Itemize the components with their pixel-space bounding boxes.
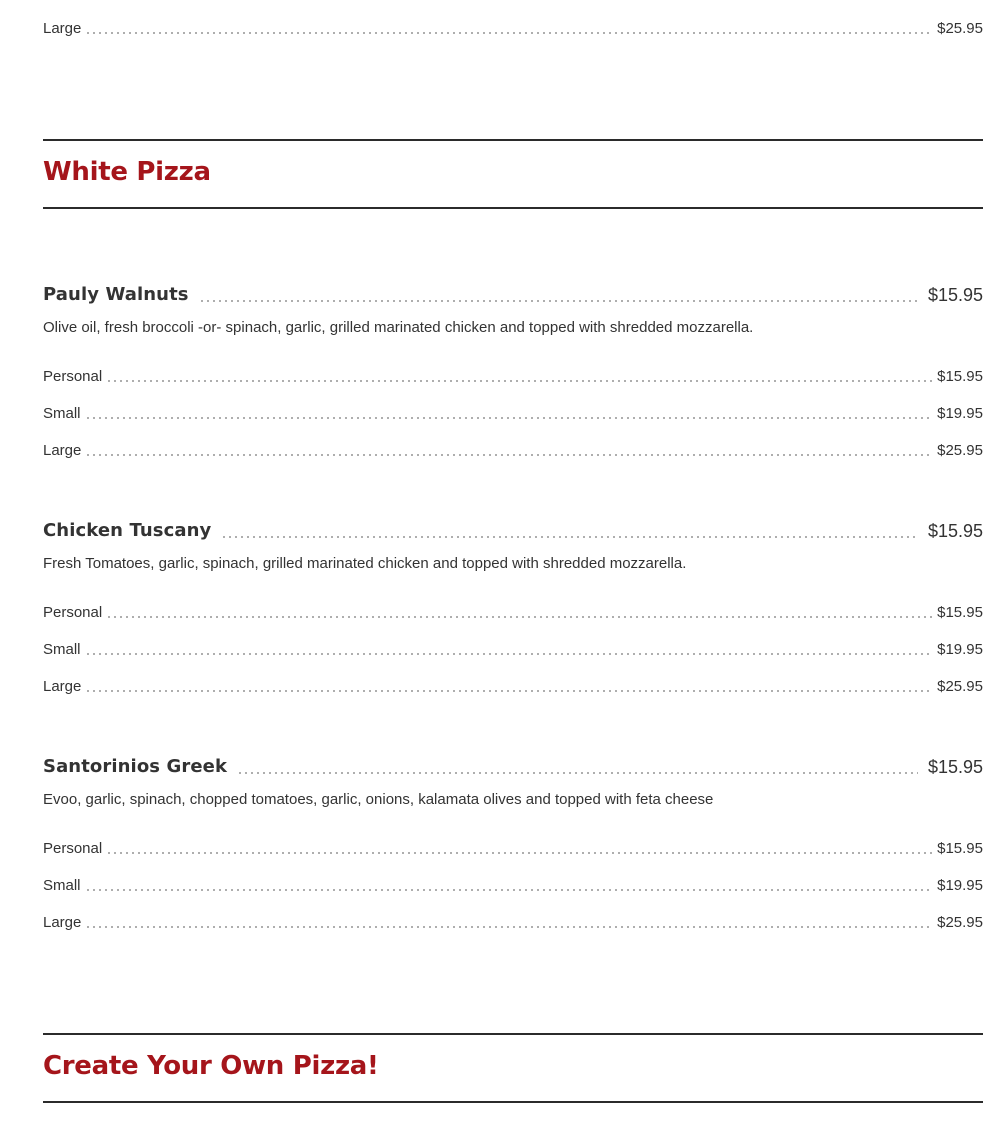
size-label: Small (43, 405, 81, 422)
size-row-large (43, 18, 983, 38)
size-label: Large (43, 442, 82, 459)
dot-leader (237, 771, 918, 775)
size-price: $25.95 (937, 442, 983, 459)
size-row-small (43, 639, 983, 659)
size-label: Large (43, 20, 82, 37)
size-price: $25.95 (937, 678, 983, 695)
size-label: Personal (43, 604, 103, 621)
item-description: Evoo, garlic, spinach, chopped tomatoes, garlic, onions, kalamata olives and topped with feta cheese (43, 791, 714, 808)
item-name: Pauly Walnuts (43, 284, 189, 305)
item-description: Fresh Tomatoes, garlic, spinach, grilled marinated chicken and topped with shredded mozzarella. (43, 555, 687, 572)
size-row-large (43, 912, 983, 932)
dot-leader (85, 925, 933, 929)
menu-item-chicken-tuscany (43, 516, 983, 542)
menu-item-pauly-walnuts (43, 280, 983, 306)
size-row-small (43, 875, 983, 895)
dot-leader (85, 416, 934, 420)
dot-leader (85, 888, 934, 892)
dot-leader (85, 689, 933, 693)
size-price: $15.95 (937, 604, 983, 621)
size-row-large (43, 676, 983, 696)
size-label: Large (43, 678, 82, 695)
size-price: $25.95 (937, 20, 983, 37)
size-label: Large (43, 914, 82, 931)
section-rule-top (43, 1033, 983, 1035)
size-price: $19.95 (937, 641, 983, 658)
size-label: Small (43, 641, 81, 658)
section-rule-bottom (43, 207, 983, 209)
dot-leader (85, 652, 934, 656)
section-heading-create-your-own: Create Your Own Pizza! (43, 1051, 379, 1081)
item-name: Santorinios Greek (43, 756, 228, 777)
menu-item-santorinios-greek (43, 752, 983, 778)
item-price: $15.95 (927, 285, 983, 305)
size-price: $25.95 (937, 914, 983, 931)
item-description: Olive oil, fresh broccoli -or- spinach, garlic, grilled marinated chicken and topped with shredded mozzarella. (43, 319, 754, 336)
size-price: $15.95 (937, 840, 983, 857)
size-row-large (43, 440, 983, 460)
section-rule-bottom (43, 1101, 983, 1103)
dot-leader (221, 535, 918, 539)
dot-leader (85, 453, 933, 457)
item-name: Chicken Tuscany (43, 520, 212, 541)
size-label: Small (43, 877, 81, 894)
size-label: Personal (43, 840, 103, 857)
item-price: $15.95 (927, 757, 983, 777)
size-row-personal (43, 838, 983, 858)
dot-leader (85, 31, 933, 35)
size-price: $19.95 (937, 877, 983, 894)
dot-leader (106, 851, 933, 855)
size-row-personal (43, 602, 983, 622)
size-row-personal (43, 366, 983, 386)
dot-leader (106, 379, 933, 383)
size-label: Personal (43, 368, 103, 385)
size-price: $15.95 (937, 368, 983, 385)
dot-leader (199, 299, 918, 303)
dot-leader (106, 615, 933, 619)
section-heading-white-pizza: White Pizza (43, 157, 211, 187)
section-rule-top (43, 139, 983, 141)
item-price: $15.95 (927, 521, 983, 541)
size-price: $19.95 (937, 405, 983, 422)
size-row-small (43, 403, 983, 423)
